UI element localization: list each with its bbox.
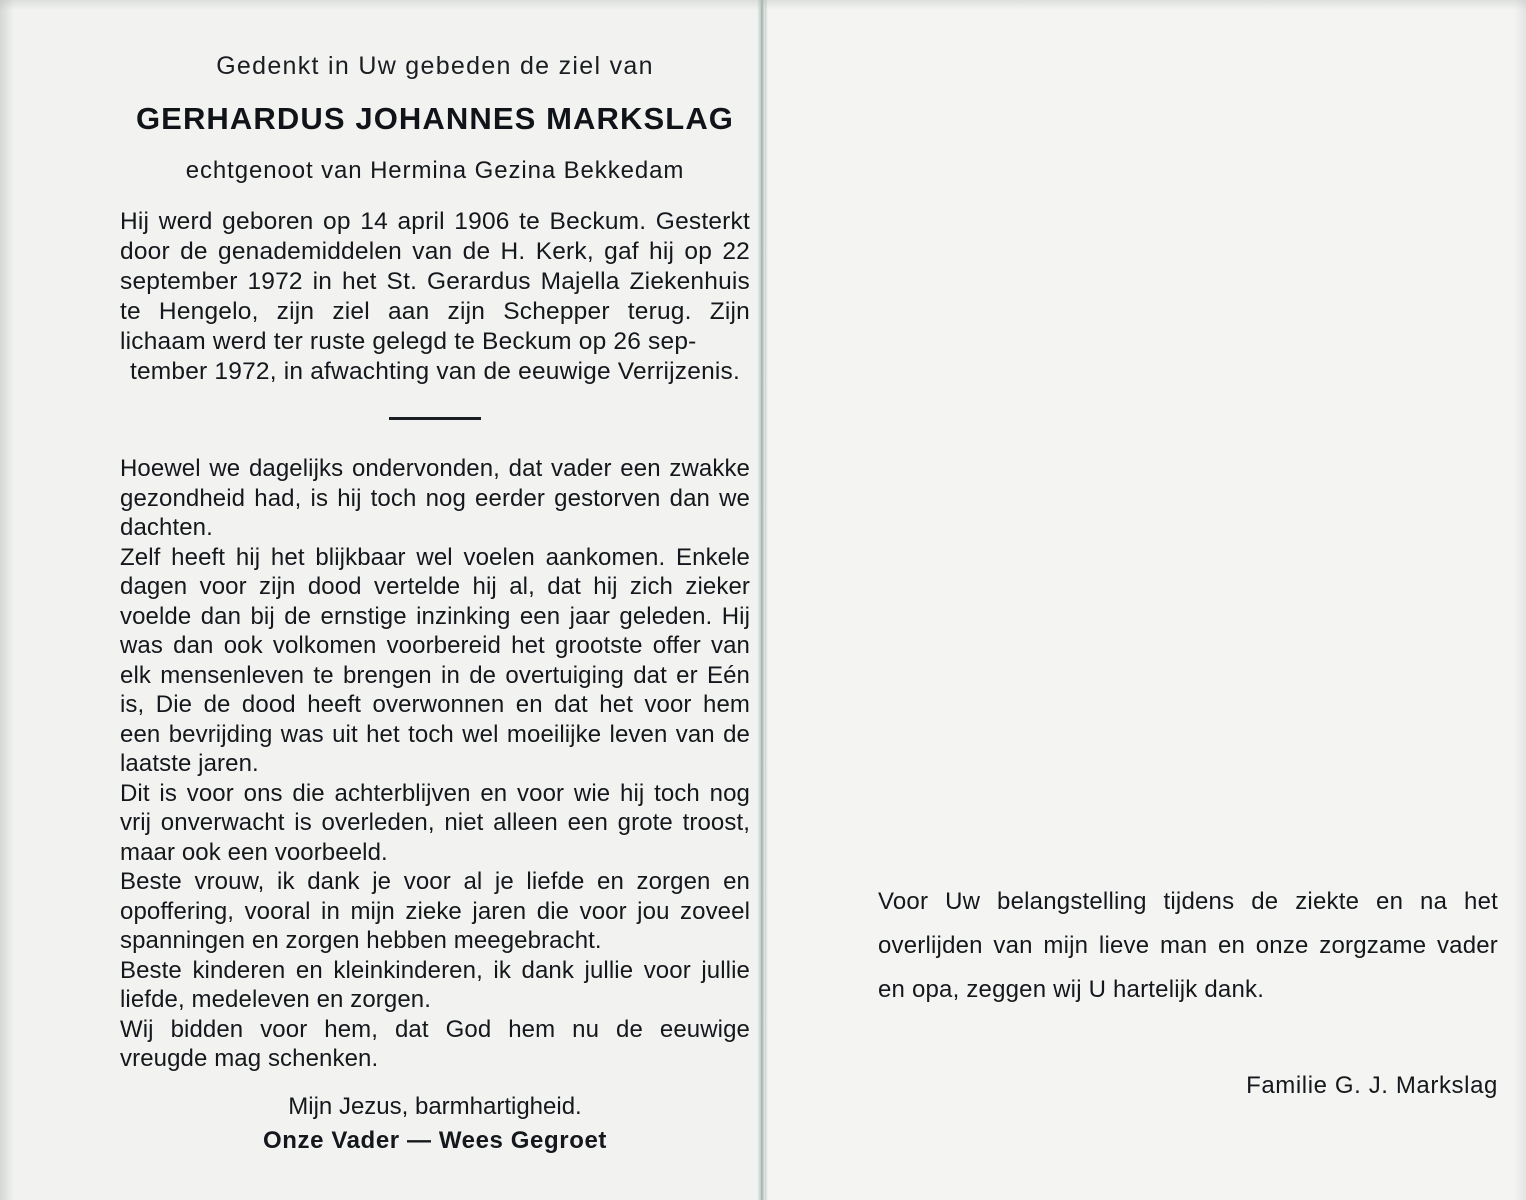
thanks-message: Voor Uw belangstelling tijdens de ziekte en na het overlijden van mijn lieve man en onze zorgzame vader en opa, zeggen wij U hartelijk dank. [878,888,1498,1003]
memorial-paragraph: Hoewel we dagelijks ondervonden, dat vader een zwakke gezondheid had, is hij toch nog eerder gestorven dan we dachten. [120,455,750,541]
card-fold-highlight [765,0,768,1200]
prayer-line-2: Onze Vader — Wees Gegroet [262,1126,607,1154]
scan-edge-right [1514,0,1526,1200]
memorial-message [120,454,750,1074]
pray-line: Gedenkt in Uw gebeden de ziel van [216,52,654,80]
memorial-paragraph: Zelf heeft hij het blijkbaar wel voelen aankomen. Enkele dagen voor zijn dood vertelde hij al, dat hij zich zieker voelde dan bij de ernstige inzinking een jaar geleden. Hij was dan ook volkomen voorbereid het grootste offer van elk mensenleven te brengen in de overtuiging dat er Eén is, Die de dood heeft overwonnen en dat het voor hem een bevrijding was uit het toch wel moeilijke leven van de laatste jaren. [120,543,750,777]
memorial-paragraph: Beste vrouw, ik dank je voor al je liefde en zorgen en opoffering, vooral in mijn zieke jaren die voor jou zoveel spanningen en zorgen hebben meegebracht. [120,868,750,954]
biography-closing: tember 1972, in afwachting van de eeuwige Verrijzenis. [129,358,741,385]
scan-edge-left [0,0,14,1200]
memorial-paragraph: Beste kinderen en kleinkinderen, ik dank jullie voor jullie liefde, medeleven en zorgen. [120,956,750,1013]
divider-rule [389,417,481,420]
left-page-content [120,52,750,1158]
prayer-block [120,1090,750,1158]
biography-text: Hij werd geboren op 14 april 1906 te Beckum. Gesterkt door de genademiddelen van de H. Kerk, gaf hij op 22 september 1972 in het St. Gerardus Majella Ziekenhuis te Hengelo, zijn ziel aan zijn Schepper terug. Zijn lichaam werd ter ruste gelegd te Beckum op 26 sep- [120,208,750,355]
spouse-line: echtgenoot van Hermina Gezina Bekkedam [185,157,685,184]
right-page-content [878,880,1498,1100]
memorial-paragraph: Wij bidden voor hem, dat God hem nu de eeuwige vreugde mag schenken. [120,1015,750,1072]
family-signature: Familie G. J. Markslag [1246,1072,1498,1099]
scan-edge-top [0,0,1526,10]
deceased-name: GERHARDUS JOHANNES MARKSLAG [135,101,735,136]
biography-paragraph [120,207,750,387]
memorial-paragraph: Dit is voor ons die achterblijven en voor wie hij toch nog vrij onverwacht is overleden, niet alleen een grote troost, maar ook een voorbeeld. [120,779,750,866]
prayer-line-1: Mijn Jezus, barmhartigheid. [288,1092,582,1120]
